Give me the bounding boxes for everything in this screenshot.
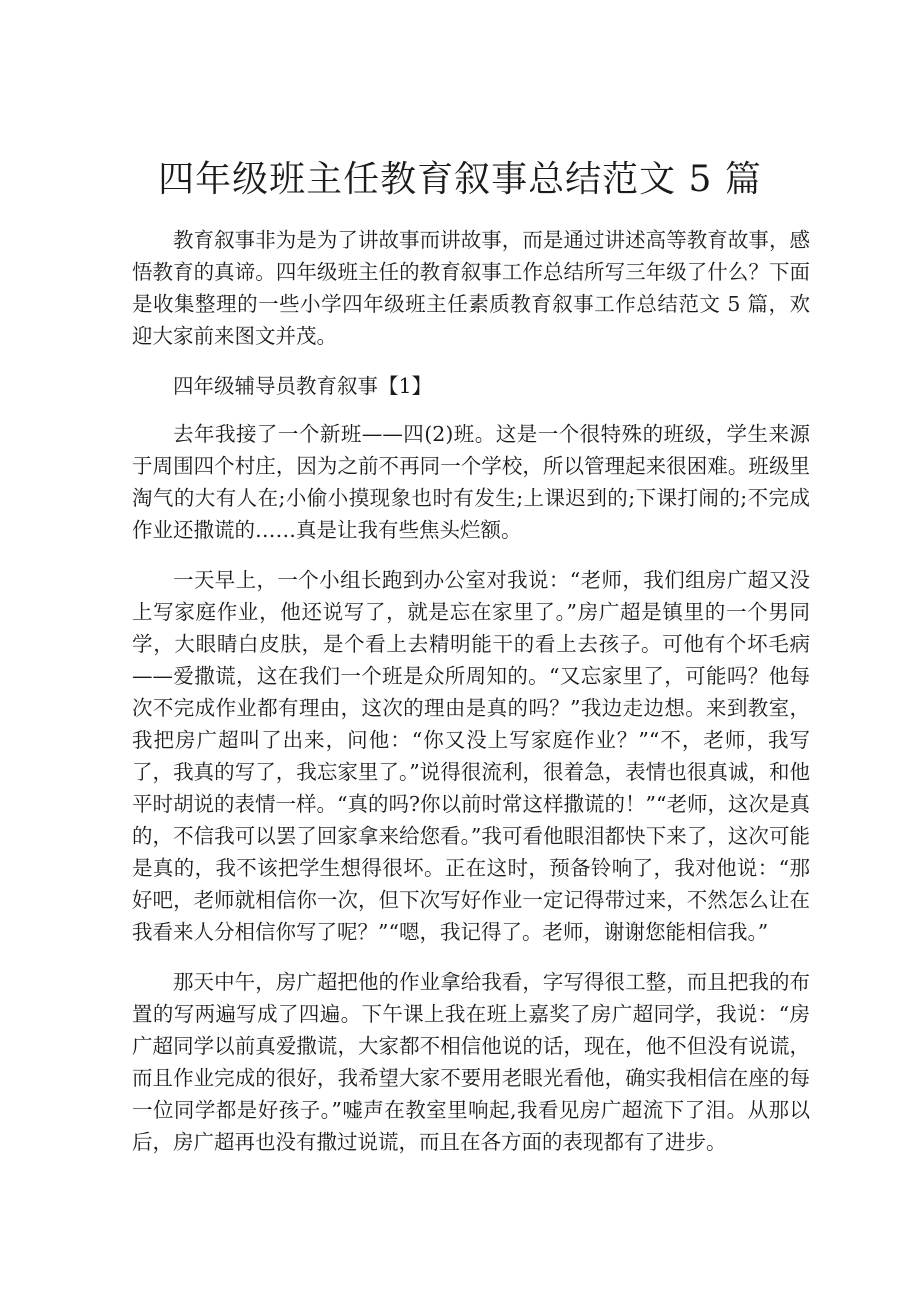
document-title: 四年级班主任教育叙事总结范文 5 篇	[158, 159, 762, 200]
section-heading: 四年级辅导员教育叙事【1】	[173, 374, 433, 398]
document-body	[132, 224, 810, 1176]
body-paragraph: 去年我接了一个新班——四(2)班。这是一个很特殊的班级，学生来源于周围四个村庄，因为之前不再同一个学校，所以管理起来很困难。班级里淘气的大有人在;小偷小摸现象也时有发生;上课迟到的;下课打闹的;不完成作业还撒谎的……真是让我有些焦头烂额。	[132, 422, 810, 542]
body-paragraph: 那天中午，房广超把他的作业拿给我看，字写得很工整，而且把我的布置的写两遍写成了四遍。下午课上我在班上嘉奖了房广超同学，我说：“房广超同学以前真爱撒谎，大家都不相信他说的话，现在，他不但没有说谎，而且作业完成的很好，我希望大家不要用老眼光看他，确实我相信在座的每一位同学都是好孩子。”嘘声在教室里响起,我看见房广超流下了泪。从那以后，房广超再也没有撒过说谎，而且在各方面的表现都有了进步。	[132, 970, 810, 1154]
body-paragraph: 一天早上，一个小组长跑到办公室对我说：“老师，我们组房广超又没上写家庭作业，他还说写了，就是忘在家里了。”房广超是镇里的一个男同学，大眼睛白皮肤，是个看上去精明能干的看上去孩子。可他有个坏毛病——爱撒谎，这在我们一个班是众所周知的。“又忘家里了，可能吗？他每次不完成作业都有理由，这次的理由是真的吗？”我边走边想。来到教室，我把房广超叫了出来，问他：“你又没上写家庭作业？”“不，老师，我写了，我真的写了，我忘家里了。”说得很流利，很着急，表情也很真诚，和他平时胡说的表情一样。“真的吗?你以前时常这样撒谎的！”“老师，这次是真的，不信我可以罢了回家拿来给您看。”我可看他眼泪都快下来了，这次可能是真的，我不该把学生想得很坏。正在这时，预备铃响了，我对他说：“那好吧，老师就相信你一次，但下次写好作业一定记得带过来，不然怎么让在我看来人分相信你写了呢？”“嗯，我记得了。老师，谢谢您能相信我。”	[132, 568, 810, 944]
intro-paragraph: 教育叙事非为是为了讲故事而讲故事，而是通过讲述高等教育故事，感悟教育的真谛。四年级班主任的教育叙事工作总结所写三年级了什么？下面是收集整理的一些小学四年级班主任素质教育叙事工作总结范文 5 篇，欢迎大家前来图文并茂。	[132, 228, 810, 348]
